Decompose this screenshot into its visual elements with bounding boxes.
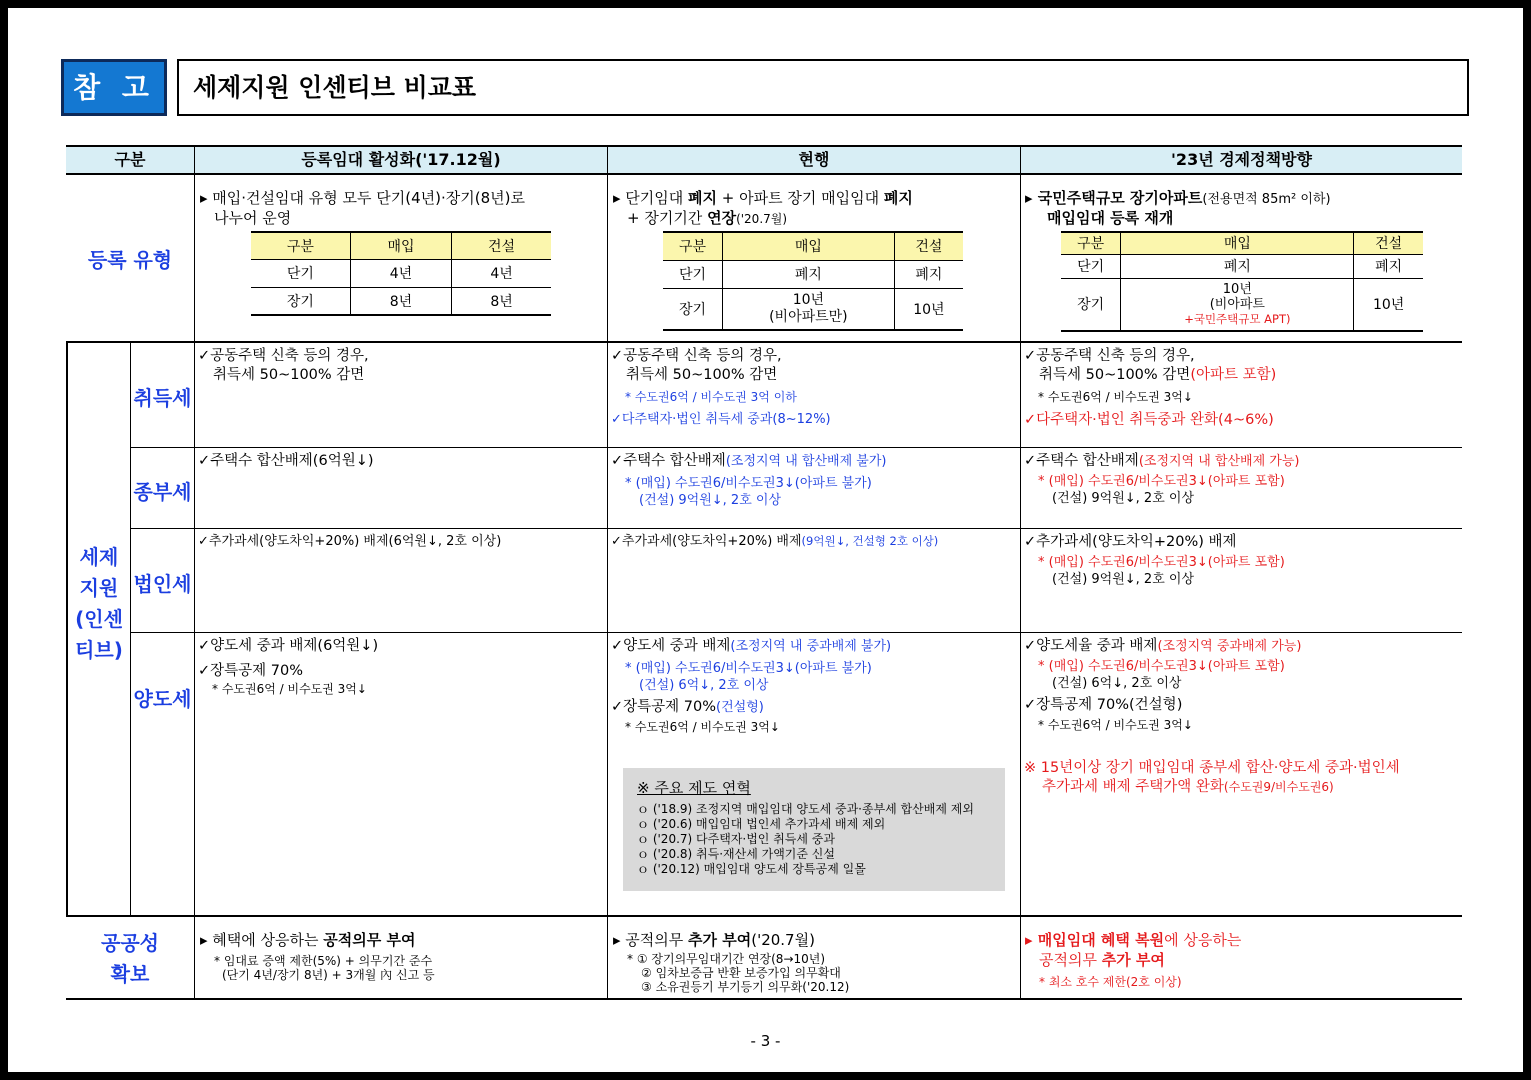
row-label-registration: 등록 유형 (87, 248, 173, 272)
row-label-transfer-tax: 양도세 (133, 687, 192, 711)
cell: 건설 (1354, 232, 1423, 254)
text-line: ✓양도세 중과 배제(조정지역 내 중과배제 불가) (611, 638, 892, 654)
text-line: 공적의무 추가 부여 (1039, 951, 1165, 969)
text-line: 추가과세 배제 주택가액 완화(수도권9/비수도권6) (1042, 779, 1334, 795)
grid-line (130, 528, 1462, 529)
acq-2023 (1024, 347, 1460, 430)
text-line: ✓장특공제 70%(건설형) (611, 699, 764, 715)
text-line: * (매입) 수도권6/비수도권3↓(아파트 불가) (625, 661, 872, 676)
grid-line (1020, 145, 1021, 1000)
col-header-2023: '23년 경제정책방향 (1171, 150, 1312, 169)
cell: 폐지 (1121, 254, 1354, 278)
text-line: ✓장특공제 70% (198, 663, 304, 679)
text-line: * ① 장기의무임대기간 연장(8→10년) (627, 952, 826, 966)
text-line: (건설) 6억↓, 2호 이상 (639, 678, 769, 693)
history-title: ※ 주요 제도 연혁 (637, 779, 751, 797)
grid-line (194, 145, 195, 1000)
cell: 장기 (663, 288, 723, 330)
row-label-line: 확보 (110, 962, 150, 986)
text-line: 취득세 50~100% 감면(아파트 포함) (1039, 367, 1277, 383)
text-line: ✓다주택자·법인 취득세 중과(8~12%) (611, 412, 831, 427)
cell: 건설 (894, 232, 963, 260)
cell: 10년 (1354, 278, 1423, 331)
cell: 장기 (1061, 278, 1121, 331)
history-list (637, 802, 999, 877)
row-label-line: 세제 (79, 545, 119, 569)
row-label-publicness (66, 928, 194, 990)
cell: 매입 (350, 232, 451, 259)
page-title: 세제지원 인센티브 비교표 (177, 59, 1469, 116)
comp-2017: ✓주택수 합산배제(6억원↓) (198, 453, 374, 469)
grid-line (130, 342, 131, 916)
reg-current-table (663, 231, 963, 331)
grid-line (66, 998, 1462, 1000)
cell: 폐지 (894, 260, 963, 288)
text-line: 취득세 50~100% 감면 (213, 367, 365, 383)
row-label-line: 지원 (79, 576, 119, 600)
page-number: - 3 - (750, 1032, 781, 1050)
cell: 구분 (663, 232, 723, 260)
reg-2023-text (1025, 188, 1460, 228)
cell: 폐지 (1354, 254, 1423, 278)
grid-line (66, 915, 1462, 917)
corp-2017: ✓추가과세(양도차익+20%) 배제(6억원↓, 2호 이상) (198, 534, 502, 549)
grid-line (130, 632, 1462, 633)
trans-2017 (198, 637, 603, 697)
row-label-line: (인센 (75, 607, 123, 631)
row-label-corporate-tax: 법인세 (133, 572, 192, 596)
col-header-category: 구분 (114, 150, 146, 169)
cell: 8년 (452, 287, 551, 315)
cell: 매입 (1121, 232, 1354, 254)
row-label-line: 공공성 (101, 931, 159, 955)
text-line: (건설) 9억원↓, 2호 이상 (1052, 491, 1195, 506)
text-line: ▸ 혜택에 상응하는 공적의무 부여 (200, 931, 416, 949)
pub-current (613, 930, 1017, 994)
text-line: ▸ 공적의무 추가 부여('20.7월) (613, 931, 815, 949)
text-line: ✓양도세 중과 배제(6억원↓) (198, 638, 379, 654)
text-line: ✓양도세율 중과 배제(조정지역 중과배제 가능) (1024, 638, 1302, 654)
text-line: ③ 소유권등기 부기등기 의무화('20.12) (641, 980, 850, 994)
text-line: ✓주택수 합산배제(조정지역 내 합산배제 불가) (611, 453, 887, 469)
trans-current (611, 637, 1016, 735)
page (8, 8, 1523, 1072)
cell: 폐지 (723, 260, 895, 288)
text-line: * (매입) 수도권6/비수도권3↓(아파트 불가) (625, 476, 872, 491)
text-line: ✓추가과세(양도차익+20%) 배제 (1024, 534, 1237, 550)
text-line: (건설) 9억원↓, 2호 이상 (639, 493, 782, 508)
text-line: (단기 4년/장기 8년) + 3개월 內 신고 등 (222, 968, 435, 982)
text-line: ▸ 국민주택규모 장기아파트(전용면적 85m² 이하) (1025, 189, 1331, 207)
history-item: ｏ ('20.12) 매입임대 양도세 장특공제 일몰 (637, 862, 866, 876)
text-line: ✓공동주택 신축 등의 경우, (611, 348, 782, 364)
text-line: (건설) 6억↓, 2호 이상 (1052, 676, 1182, 691)
cell: 10년 (비아파트 +국민주택규모 APT) (1121, 278, 1354, 331)
text-line: ✓다주택자·법인 취득중과 완화(4~6%) (1024, 412, 1274, 428)
history-item: ｏ ('20.6) 매입임대 법인세 추가과세 배제 제외 (637, 817, 886, 831)
cell: 8년 (350, 287, 451, 315)
text-line: * 수도권6억 / 비수도권 3억↓ (212, 682, 367, 696)
cell: 10년 (비아파트만) (723, 288, 895, 330)
text-line: * 수도권6억 / 비수도권 3억↓ (625, 720, 780, 734)
text-line: * 최소 호수 제한(2호 이상) (1039, 975, 1182, 989)
grid-line (607, 145, 608, 1000)
comp-2023 (1024, 452, 1460, 507)
text-line: (건설) 9억원↓, 2호 이상 (1052, 572, 1195, 587)
text-line: ▸ 매입임대 혜택 복원에 상응하는 (1025, 931, 1242, 949)
reg-current-text (613, 188, 1017, 228)
text-line: 나누어 운영 (214, 209, 292, 227)
text-line: ▸ 매입·건설임대 유형 모두 단기(4년)·장기(8년)로 (200, 189, 525, 207)
cell: 4년 (350, 259, 451, 287)
cell: 장기 (251, 287, 350, 315)
pub-2017 (200, 930, 604, 982)
cell: 10년 (894, 288, 963, 330)
comp-current (611, 452, 1016, 509)
text-line: ② 임차보증금 반환 보증가입 의무확대 (641, 966, 841, 980)
acq-current (611, 347, 1016, 428)
trans-2023 (1024, 637, 1460, 797)
text-line: * 수도권6억 / 비수도권 3억↓ (1038, 390, 1193, 404)
text-line: + 장기기간 연장('20.7월) (627, 209, 788, 227)
col-header-2017: 등록임대 활성화('17.12월) (301, 150, 501, 169)
text-line: ✓장특공제 70%(건설형) (1024, 697, 1183, 713)
cell: 구분 (1061, 232, 1121, 254)
row-label-comprehensive-tax: 종부세 (133, 480, 192, 504)
reg-2017-text (200, 188, 602, 228)
reg-2023-table (1061, 231, 1423, 332)
row-label-tax-support (68, 542, 130, 666)
grid-line (130, 447, 1462, 448)
text-line: ※ 15년이상 장기 매입임대 종부세 합산·양도세 중과·법인세 (1024, 760, 1400, 776)
history-item: ｏ ('20.8) 취득·재산세 가액기준 신설 (637, 847, 835, 861)
col-header-current: 현행 (798, 150, 830, 169)
cell: 4년 (452, 259, 551, 287)
cell: 단기 (663, 260, 723, 288)
corp-2023 (1024, 533, 1460, 588)
text-line: ✓공동주택 신축 등의 경우, (1024, 348, 1195, 364)
cell: 건설 (452, 232, 551, 259)
cell: 구분 (251, 232, 350, 259)
cell: 매입 (723, 232, 895, 260)
text-line: 취득세 50~100% 감면 (626, 367, 778, 383)
text-line: ▸ 단기임대 폐지 + 아파트 장기 매입임대 폐지 (613, 189, 913, 207)
cell: 단기 (251, 259, 350, 287)
reference-badge: 참 고 (61, 59, 167, 116)
row-label-acquisition-tax: 취득세 (133, 386, 192, 410)
text-line: ✓공동주택 신축 등의 경우, (198, 348, 369, 364)
pub-2023 (1025, 930, 1460, 990)
text-line: * (매입) 수도권6/비수도권3↓(아파트 포함) (1038, 474, 1285, 489)
text-line: ✓주택수 합산배제(조정지역 내 합산배제 가능) (1024, 453, 1300, 469)
text-line: * (매입) 수도권6/비수도권3↓(아파트 포함) (1038, 659, 1285, 674)
corp-current: ✓추가과세(양도차익+20%) 배제(9억원↓, 건설형 2호 이상) (611, 534, 939, 549)
text-line: * 수도권6억 / 비수도권 3억 이하 (625, 390, 797, 404)
cell: 단기 (1061, 254, 1121, 278)
text-line: * 수도권6억 / 비수도권 3억↓ (1038, 718, 1193, 732)
reg-2017-table (251, 231, 551, 316)
history-item: ｏ ('20.7) 다주택자·법인 취득세 중과 (637, 832, 835, 846)
history-item: ｏ ('18.9) 조정지역 매입임대 양도세 중과·종부세 합산배제 제외 (637, 802, 974, 816)
grid-line (66, 341, 1462, 343)
acq-2017 (198, 347, 603, 385)
text-line: 매입임대 등록 재개 (1047, 209, 1174, 227)
text-line: * (매입) 수도권6/비수도권3↓(아파트 포함) (1038, 555, 1285, 570)
text-line: * 임대료 증액 제한(5%) + 의무기간 준수 (214, 954, 433, 968)
history-box (623, 768, 1005, 891)
row-label-line: 티브) (75, 638, 123, 662)
